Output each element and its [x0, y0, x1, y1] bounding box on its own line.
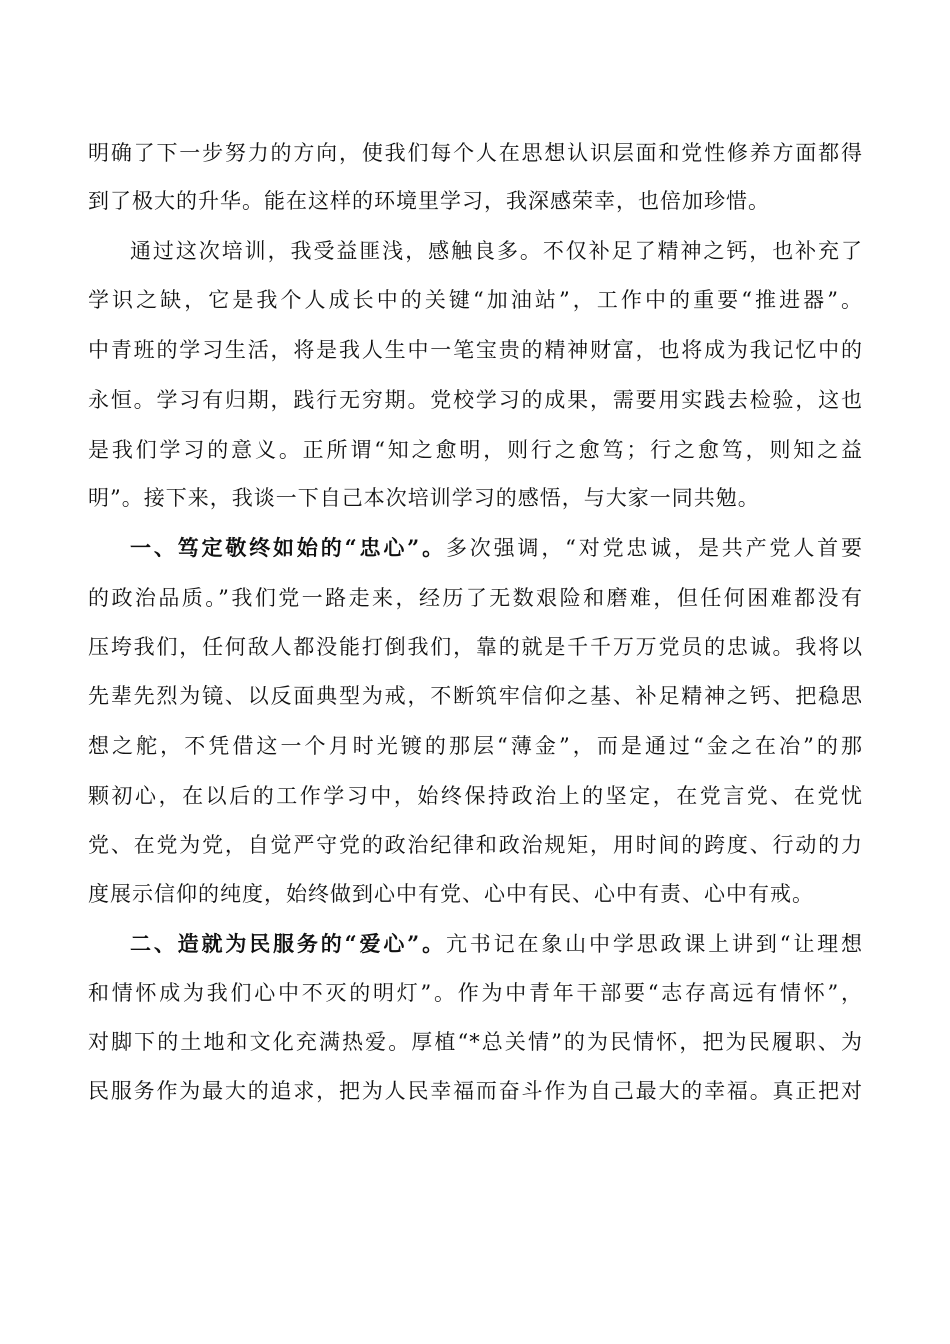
- text-line: 民服务作为最大的追求，把为人民幸福而奋斗作为自己最大的幸福。真正把对: [88, 1079, 863, 1103]
- text-line: 压垮我们，任何敌人都没能打倒我们，靠的就是千千万万党员的忠诚。我将以: [88, 635, 863, 659]
- text-line: 是我们学习的意义。正所谓“知之愈明，则行之愈笃；行之愈笃，则知之益: [88, 438, 863, 462]
- section-heading: 一、笃定敬终如始的“忠心”。: [130, 535, 446, 560]
- text-line: 到了极大的升华。能在这样的环境里学习，我深感荣幸，也倍加珍惜。: [88, 189, 770, 213]
- text-line: 的政治品质。”我们党一路走来，经历了无数艰险和磨难，但任何困难都没有: [88, 586, 863, 610]
- text-line: 先辈先烈为镜、以反面典型为戒，不断筑牢信仰之基、补足精神之钙、把稳思: [88, 684, 863, 708]
- section-heading-line: [130, 924, 863, 964]
- section-intro: 多次强调，“对党忠诚，是共产党人首要: [445, 536, 863, 560]
- text-line: 明”。接下来，我谈一下自己本次培训学习的感悟，与大家一同共勉。: [88, 486, 760, 510]
- text-line: 和情怀成为我们心中不灭的明灯”。作为中青年干部要“志存高远有情怀”，: [88, 981, 863, 1005]
- text-line: 对脚下的土地和文化充满热爱。厚植“*总关情”的为民情怀，把为民履职、为: [88, 1030, 863, 1054]
- section-heading: 二、造就为民服务的“爱心”。: [130, 931, 446, 956]
- section-heading-line: [130, 528, 863, 568]
- text-line: 颗初心，在以后的工作学习中，始终保持政治上的坚定，在党言党、在党忧: [88, 784, 863, 808]
- text-line: 中青班的学习生活，将是我人生中一笔宝贵的精神财富，也将成为我记忆中的: [88, 338, 863, 362]
- text-line: 度展示信仰的纯度，始终做到心中有党、心中有民、心中有责、心中有戒。: [88, 882, 814, 906]
- text-line: 通过这次培训，我受益匪浅，感触良多。不仅补足了精神之钙，也补充了: [130, 239, 863, 263]
- text-line: 学识之缺，它是我个人成长中的关键“加油站”，工作中的重要“推进器”。: [88, 288, 863, 312]
- section-intro: 亢书记在象山中学思政课上讲到“让理想: [445, 932, 863, 956]
- text-line: 明确了下一步努力的方向，使我们每个人在思想认识层面和党性修养方面都得: [88, 141, 863, 165]
- text-line: 想之舵，不凭借这一个月时光镀的那层“薄金”，而是通过“金之在冶”的那: [88, 734, 863, 758]
- text-line: 党、在党为党，自觉严守党的政治纪律和政治规矩，用时间的跨度、行动的力: [88, 833, 863, 857]
- text-line: 永恒。学习有归期，践行无穷期。党校学习的成果，需要用实践去检验，这也: [88, 388, 863, 412]
